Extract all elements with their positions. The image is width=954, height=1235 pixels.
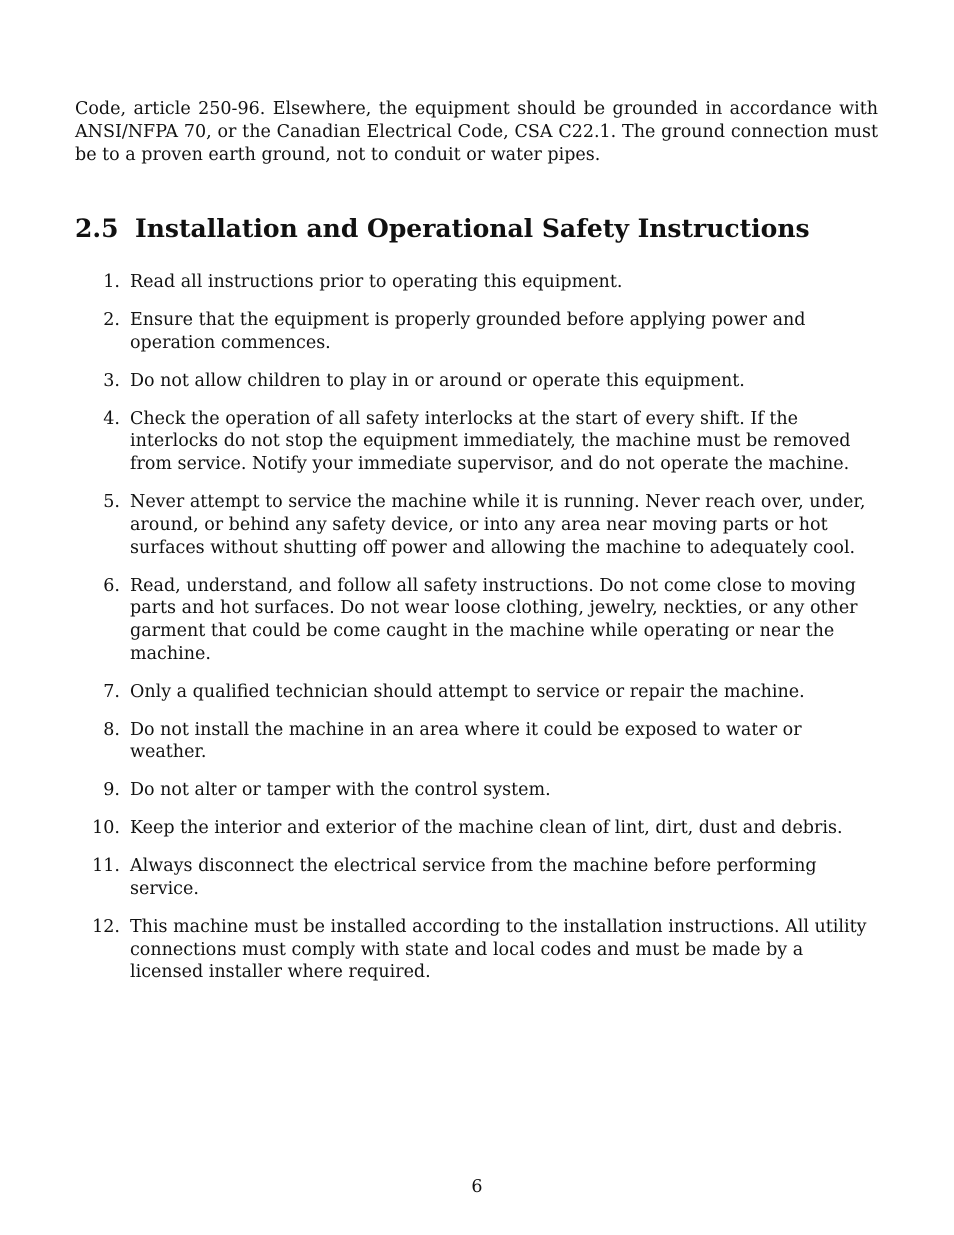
list-item xyxy=(75,491,878,559)
list-item-text: Read, understand, and follow all safety instructions. Do not come close to moving parts and hot surfaces. Do not wear loose clothing, jewelry, neckties, or any other garment that could be come caught in the machine while operating or near the machine. xyxy=(130,575,858,664)
list-item xyxy=(75,575,878,666)
safety-instructions-list xyxy=(75,271,878,984)
section-heading xyxy=(75,214,878,244)
section-title: Installation and Operational Safety Instructions xyxy=(135,214,810,243)
list-item-text: Check the operation of all safety interlocks at the start of every shift. If the interlocks do not stop the equipment immediately, the machine must be removed from service. Notify your immediate supervisor, and do not operate the machine. xyxy=(130,408,851,475)
list-item-text: Never attempt to service the machine while it is running. Never reach over, under, around, or behind any safety device, or into any area near moving parts or hot surfaces without shutting off power and allowing the machine to adequately cool. xyxy=(130,492,866,558)
list-item-number: 12. xyxy=(92,917,120,938)
list-item-number: 4. xyxy=(103,408,120,429)
list-item-number: 11. xyxy=(92,856,120,877)
list-item xyxy=(75,408,878,476)
list-item xyxy=(75,719,878,764)
list-item-text: Do not install the machine in an area where it could be exposed to water or weather. xyxy=(130,719,802,763)
list-item-text: Ensure that the equipment is properly grounded before applying power and operation commences. xyxy=(130,310,806,353)
list-item-number: 9. xyxy=(103,780,120,801)
list-item-number: 6. xyxy=(103,575,120,596)
document-body xyxy=(75,98,878,999)
list-item xyxy=(75,271,878,294)
list-item-text: Keep the interior and exterior of the machine clean of lint, dirt, dust and debris. xyxy=(130,818,843,839)
list-item-number: 3. xyxy=(103,370,120,391)
list-item-number: 5. xyxy=(103,492,120,513)
list-item-number: 1. xyxy=(103,272,120,292)
list-item-number: 10. xyxy=(92,818,120,839)
intro-paragraph: Code, article 250-96. Elsewhere, the equipment should be grounded in accordance with ANSI/NFPA 70, or the Canadian Electrical Code, CSA C22.1. The ground connection must be to a proven earth ground, not to conduit or water pipes. xyxy=(75,99,878,165)
list-item-number: 2. xyxy=(103,310,120,330)
list-item xyxy=(75,916,878,984)
list-item-number: 8. xyxy=(103,719,120,740)
list-item-text: This machine must be installed according to the installation instructions. All utility connections must comply with state and local codes and must be made by a licensed installer where required. xyxy=(130,917,867,983)
list-item-text: Read all instructions prior to operating this equipment. xyxy=(130,272,623,292)
list-item xyxy=(75,817,878,840)
list-item-number: 7. xyxy=(103,681,120,702)
list-item-text: Do not alter or tamper with the control system. xyxy=(130,780,551,801)
list-item xyxy=(75,370,878,393)
list-item-text: Always disconnect the electrical service from the machine before performing service. xyxy=(130,856,817,900)
page-number: 6 xyxy=(471,1177,483,1197)
list-item-text: Only a qualified technician should attempt to service or repair the machine. xyxy=(130,681,805,702)
list-item-text: Do not allow children to play in or around or operate this equipment. xyxy=(130,370,745,391)
list-item xyxy=(75,855,878,900)
list-item xyxy=(75,779,878,802)
list-item xyxy=(75,309,878,354)
list-item xyxy=(75,681,878,704)
section-number: 2.5 xyxy=(75,214,119,243)
